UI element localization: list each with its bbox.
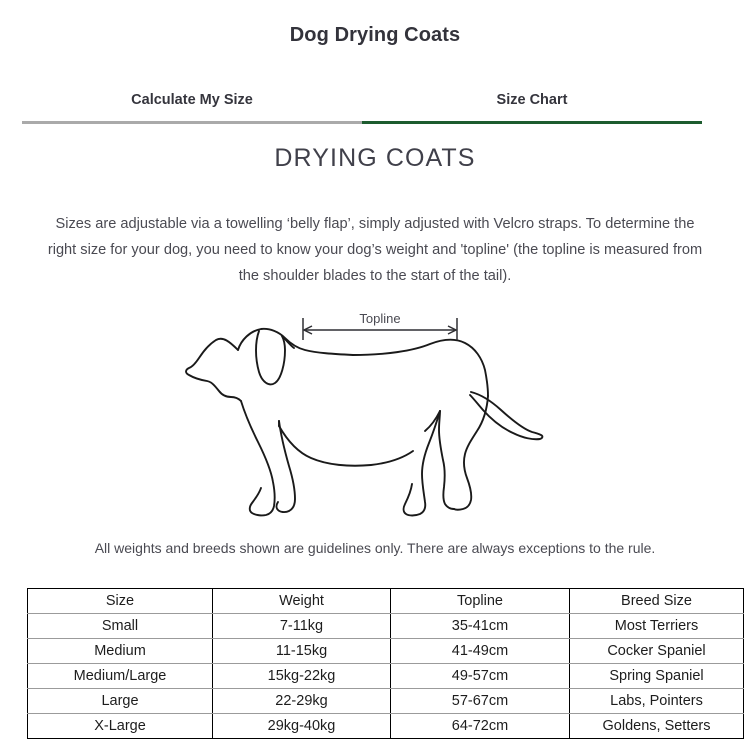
cell-topline: 35-41cm xyxy=(391,614,570,639)
tab-bar xyxy=(22,92,702,124)
table-row xyxy=(28,639,744,664)
table-header-size: Size xyxy=(28,589,213,614)
tab-calculate-my-size[interactable] xyxy=(22,92,362,124)
cell-size: Medium xyxy=(28,639,213,664)
cell-breed: Labs, Pointers xyxy=(570,689,744,714)
cell-breed: Cocker Spaniel xyxy=(570,639,744,664)
table-header-weight: Weight xyxy=(213,589,391,614)
size-chart-table-container xyxy=(27,588,723,739)
dog-outline-icon xyxy=(186,329,542,516)
cell-breed: Spring Spaniel xyxy=(570,664,744,689)
cell-weight: 11-15kg xyxy=(213,639,391,664)
cell-topline: 49-57cm xyxy=(391,664,570,689)
cell-size: X-Large xyxy=(28,714,213,739)
cell-size: Small xyxy=(28,614,213,639)
table-row xyxy=(28,664,744,689)
page-title: Dog Drying Coats xyxy=(289,24,461,46)
table-row xyxy=(28,614,744,639)
table-header-topline: Topline xyxy=(391,589,570,614)
tab-calculate-my-size-label: Calculate My Size xyxy=(131,92,253,108)
tab-size-chart-label: Size Chart xyxy=(496,92,568,108)
size-chart-table xyxy=(27,588,744,739)
cell-weight: 29kg-40kg xyxy=(213,714,391,739)
table-header-breed: Breed Size xyxy=(570,589,744,614)
cell-weight: 22-29kg xyxy=(213,689,391,714)
dog-illustration xyxy=(175,288,575,538)
topline-measure-label: Topline xyxy=(359,311,401,326)
cell-weight: 7-11kg xyxy=(213,614,391,639)
size-chart-table-body xyxy=(28,589,744,739)
section-heading: DRYING COATS xyxy=(274,144,476,172)
table-row xyxy=(28,714,744,739)
cell-topline: 41-49cm xyxy=(391,639,570,664)
cell-breed: Goldens, Setters xyxy=(570,714,744,739)
tab-size-chart[interactable] xyxy=(362,92,702,124)
cell-topline: 57-67cm xyxy=(391,689,570,714)
cell-topline: 64-72cm xyxy=(391,714,570,739)
cell-breed: Most Terriers xyxy=(570,614,744,639)
table-header-row xyxy=(28,589,744,614)
cell-weight: 15kg-22kg xyxy=(213,664,391,689)
intro-paragraph: Sizes are adjustable via a towelling ‘belly flap’, simply adjusted with Velcro straps. To determine the right size for your dog, you need to know your dog’s weight and 'topline' (the topline is measured from the shoulder blades to the start of the tail). xyxy=(47,215,703,284)
table-row xyxy=(28,689,744,714)
cell-size: Large xyxy=(28,689,213,714)
disclaimer-text: All weights and breeds shown are guidelines only. There are always exceptions to the rule. xyxy=(94,540,656,556)
cell-size: Medium/Large xyxy=(28,664,213,689)
